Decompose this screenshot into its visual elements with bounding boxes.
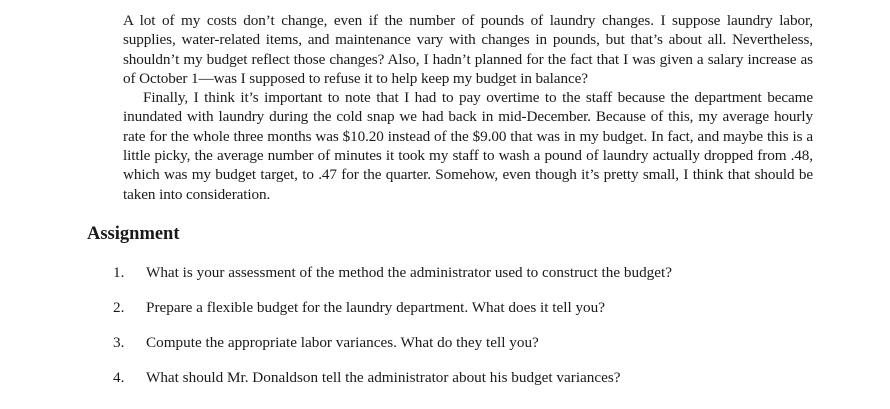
question-text: What is your assessment of the method the administrator used to construct the budget? [146, 264, 672, 281]
question-number: 3. [113, 334, 125, 351]
question-number: 2. [113, 299, 125, 316]
body-text [123, 11, 813, 204]
assignment-question [113, 298, 672, 317]
paragraph-overtime: Finally, I think it’s important to note that I had to pay overtime to the staff because the department became inundated with laundry during the cold snap we had back in mid-December. Because of this, my average hourly rate for the whole three months was $10.20 instead of the $9.00 that was in my budget. In fact, and maybe this is a little picky, the average number of minutes it took my staff to wash a pound of laundry actually dropped from .48, which was my budget target, to .47 for the quarter. Somehow, even though it’s pretty small, I think that should be taken into consideration. [123, 89, 813, 203]
question-text: Prepare a flexible budget for the laundry department. What does it tell you? [146, 299, 605, 316]
assignment-question-list [113, 263, 672, 403]
paragraph-costs: A lot of my costs don’t change, even if the number of pounds of laundry changes. I suppose laundry labor, supplies, water-related items, and maintenance vary with changes in pounds, but that’s about all. Nevertheless, shouldn’t my budget reflect those changes? Also, I hadn’t planned for the fact that I was given a salary increase as of October 1—was I supposed to refuse it to help keep my budget in balance? [123, 12, 813, 87]
assignment-question [113, 368, 672, 387]
assignment-question [113, 263, 672, 282]
question-number: 1. [113, 264, 125, 281]
question-text: Compute the appropriate labor variances. What do they tell you? [146, 334, 539, 351]
assignment-heading: Assignment [87, 224, 180, 244]
assignment-question [113, 333, 672, 352]
question-text: What should Mr. Donaldson tell the administrator about his budget variances? [146, 369, 621, 386]
question-number: 4. [113, 369, 125, 386]
